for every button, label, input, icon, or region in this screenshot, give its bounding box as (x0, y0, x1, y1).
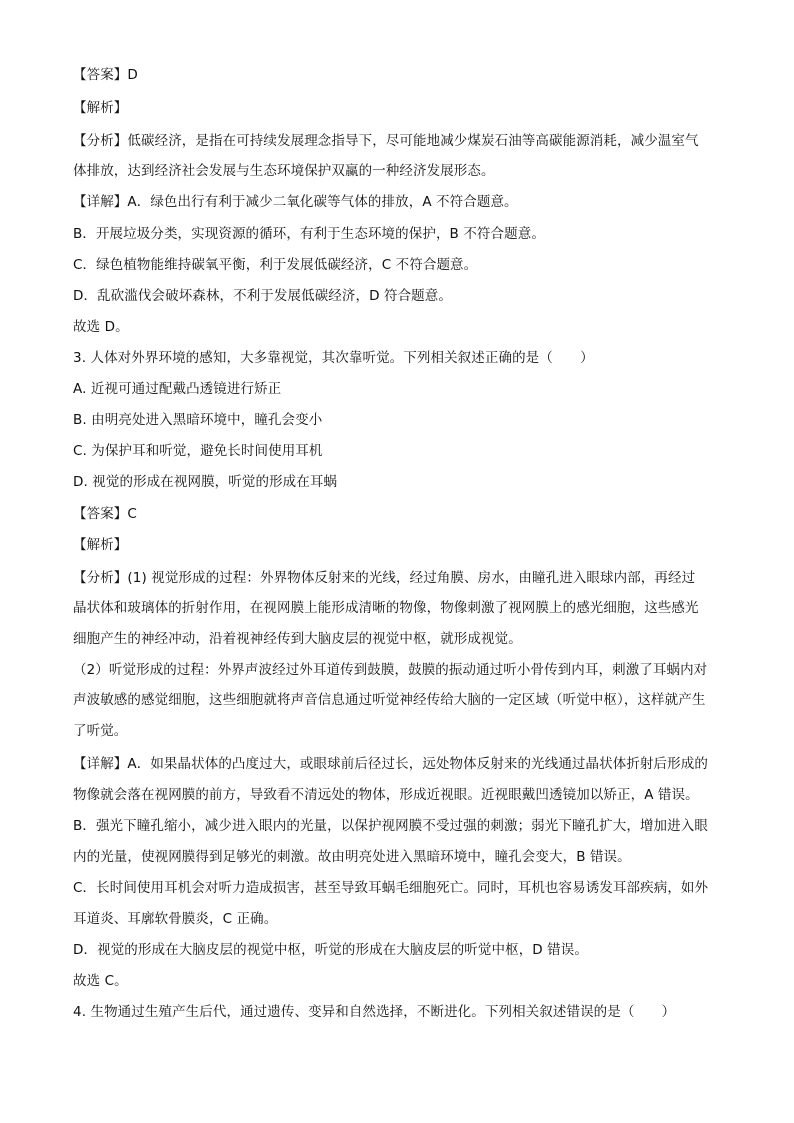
analysis-heading-q2: 【解析】 (73, 100, 128, 116)
detail-text-line: 耳道炎、耳廓软骨膜炎，C 正确。 (73, 911, 278, 927)
analysis-text-line: 了听觉。 (73, 723, 128, 739)
analysis-heading-q3: 【解析】 (73, 537, 128, 553)
question-stem-q3: 3. 人体对外界环境的感知，大多靠视觉，其次靠听觉。下列相关叙述正确的是（ ） (73, 350, 594, 366)
detail-text-line: D．视觉的形成在大脑皮层的视觉中枢，听觉的形成在大脑皮层的听觉中枢，D 错误。 (73, 942, 588, 958)
detail-text-line: C．绿色植物能维持碳氧平衡，利于发展低碳经济，C 不符合题意。 (73, 257, 478, 273)
detail-text-line: C．长时间使用耳机会对听力造成损害，甚至导致耳蜗毛细胞死亡。同时，耳机也容易诱发耳部疾病，如外 (73, 880, 709, 896)
answer-line-q2: 【答案】D (73, 67, 138, 83)
option-d: D. 视觉的形成在视网膜，听觉的形成在耳蜗 (73, 474, 338, 490)
analysis-text-line: 【分析】低碳经济，是指在可持续发展理念指导下，尽可能地减少煤炭石油等高碳能源消耗，减少温室气 (73, 133, 699, 149)
detail-text-line: B．强光下瞳孔缩小，减少进入眼内的光量，以保护视网膜不受过强的刺激；弱光下瞳孔扩大，增加进入眼 (73, 818, 708, 834)
detail-text-line: D．乱砍滥伐会破坏森林，不利于发展低碳经济，D 符合题意。 (73, 288, 452, 304)
detail-text-line: 物像就会落在视网膜的前方，导致看不清远处的物体，形成近视眼。近视眼戴凹透镜加以矫正，A 错误。 (73, 787, 699, 803)
conclusion-line: 故选 C。 (73, 973, 128, 989)
conclusion-line: 故选 D。 (73, 319, 129, 335)
detail-text-line: B．开展垃圾分类，实现资源的循环，有利于生态环境的保护，B 不符合题意。 (73, 226, 545, 242)
analysis-text-line: 体排放，达到经济社会发展与生态环境保护双赢的一种经济发展形态。 (73, 163, 495, 179)
detail-text-line: 内的光量，使视网膜得到足够光的刺激。故由明亮处进入黑暗环境中，瞳孔会变大，B 错误。 (73, 849, 631, 865)
detail-text-line: 【详解】A．绿色出行有利于减少二氧化碳等气体的排放，A 不符合题意。 (73, 194, 518, 210)
detail-text-line: 【详解】A．如果晶状体的凸度过大，或眼球前后径过长，远处物体反射来的光线通过晶状体折射后形成的 (73, 756, 708, 772)
option-a: A. 近视可通过配戴凸透镜进行矫正 (73, 381, 282, 397)
analysis-text-line: 【分析】(1) 视觉形成的过程：外界物体反射来的光线，经过角膜、房水，由瞳孔进入眼球内部，再经过 (73, 570, 696, 586)
answer-line-q3: 【答案】C (73, 506, 137, 522)
analysis-text-line: （2）听觉形成的过程：外界声波经过外耳道传到鼓膜，鼓膜的振动通过听小骨传到内耳，刺激了耳蜗内对 (73, 662, 708, 678)
analysis-text-line: 晶状体和玻璃体的折射作用，在视网膜上能形成清晰的物像，物像刺激了视网膜上的感光细胞，这些感光 (73, 600, 699, 616)
option-c: C. 为保护耳和听觉，避免长时间使用耳机 (73, 443, 323, 459)
question-stem-q4: 4. 生物通过生殖产生后代，通过遗传、变异和自然选择，不断进化。下列相关叙述错误的是（ ） (73, 1004, 676, 1020)
analysis-text-line: 细胞产生的神经冲动，沿着视神经传到大脑皮层的视觉中枢，就形成视觉。 (73, 631, 522, 647)
analysis-text-line: 声波敏感的感觉细胞，这些细胞就将声音信息通过听觉神经传给大脑的一定区域（听觉中枢），这样就产生 (73, 692, 706, 708)
option-b: B. 由明亮处进入黑暗环境中，瞳孔会变小 (73, 412, 323, 428)
